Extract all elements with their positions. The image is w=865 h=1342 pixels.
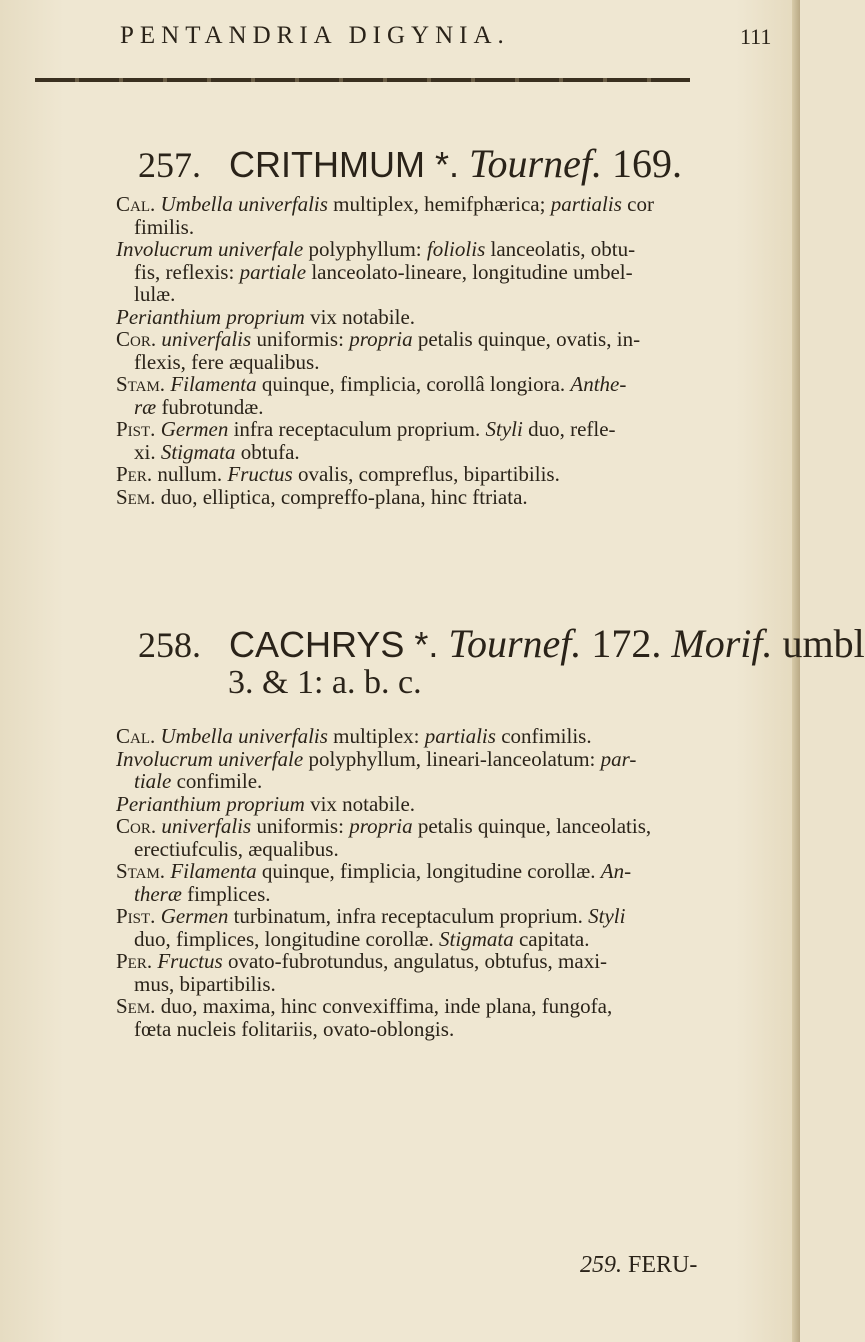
header-rule — [35, 78, 690, 82]
text-segment: Filamenta — [170, 372, 257, 396]
entry-258-figure-ref: 3. & 1: a. b. c. — [228, 664, 422, 701]
text-segment: partiale — [239, 259, 307, 284]
text-line — [116, 995, 716, 1018]
text-segment: duo, maxima, hinc convexiffima, inde plana, fungofa, — [155, 994, 613, 1018]
text-line — [116, 748, 716, 771]
text-segment: uniformis: — [251, 327, 350, 351]
text-segment: nullum. — [152, 462, 228, 486]
text-line — [116, 328, 716, 351]
text-segment: Germen — [160, 904, 229, 928]
text-line — [116, 860, 716, 883]
text-segment: Umbella univerfalis — [160, 192, 328, 216]
section-label: Cal. — [116, 192, 156, 216]
section-label: Pist. — [116, 904, 156, 928]
text-segment: uniformis: — [251, 814, 350, 838]
text-segment: fœta nucleis folitariis, ovato-oblongis. — [134, 1016, 455, 1041]
text-segment: duo, fimplices, longitudine corollæ. — [134, 926, 440, 951]
text-segment: Germen — [160, 417, 229, 441]
text-segment: Filamenta — [170, 859, 257, 883]
text-segment: duo, refle- — [522, 417, 616, 441]
text-segment: erectiufculis, æqualibus. — [134, 836, 339, 861]
genus-name: CRITHMUM *. — [229, 144, 459, 185]
text-segment: cor — [621, 192, 654, 216]
text-line — [116, 973, 716, 996]
text-line — [116, 793, 716, 816]
section-label: Stam. — [116, 372, 166, 396]
text-segment: multiplex, hemifphærica; — [327, 192, 551, 216]
section-label: Sem. — [116, 484, 156, 509]
text-segment: Stigmata — [160, 439, 236, 464]
text-segment: Styli — [485, 417, 523, 441]
text-segment: Umbella univerfalis — [160, 724, 328, 748]
text-line — [116, 725, 716, 748]
section-label: Per. — [116, 949, 153, 973]
running-head — [0, 22, 800, 54]
entry-257-description — [116, 193, 716, 508]
text-segment: univerfalis — [161, 327, 252, 351]
text-segment: theræ — [134, 881, 182, 906]
text-line — [116, 283, 716, 306]
text-line — [116, 838, 716, 861]
reference-number: 169. — [612, 141, 682, 186]
text-segment: ræ — [134, 394, 157, 419]
text-segment: Involucrum univerfale — [116, 237, 304, 261]
text-segment: vix notabile. — [304, 791, 416, 816]
section-label: Cal. — [116, 724, 156, 748]
text-segment: propria — [349, 327, 413, 351]
section-label: Per. — [116, 462, 153, 486]
text-segment: propria — [349, 814, 413, 838]
running-head-title: PENTANDRIA DIGYNIA. — [120, 22, 510, 49]
text-line — [116, 306, 716, 329]
text-segment: confimilis. — [495, 724, 592, 748]
text-segment: lanceolato-lineare, longitudine umbel- — [306, 259, 633, 284]
text-line — [116, 351, 716, 374]
text-segment: foliolis — [426, 237, 486, 261]
text-segment: flexis, fere æqualibus. — [134, 349, 320, 374]
entry-257-heading — [138, 140, 682, 187]
entry-258-description — [116, 725, 716, 1040]
catchword-number: 259. — [580, 1252, 622, 1278]
text-line — [116, 928, 716, 951]
text-segment: ovalis, compreflus, bipartibilis. — [292, 462, 560, 486]
text-segment: quinque, fimplicia, longitudine corollæ. — [256, 859, 601, 883]
text-segment: obtufa. — [235, 439, 300, 464]
text-segment: petalis quinque, ovatis, in- — [412, 327, 641, 351]
text-line — [116, 486, 716, 509]
text-line — [116, 883, 716, 906]
text-line — [116, 238, 716, 261]
text-segment: lanceolatis, obtu- — [485, 237, 636, 261]
text-segment: Involucrum univerfale — [116, 746, 304, 771]
text-line — [116, 905, 716, 928]
text-segment: mus, bipartibilis. — [134, 971, 276, 996]
text-segment: lulæ. — [134, 282, 176, 306]
page-number: 111 — [740, 24, 772, 49]
text-segment: Stigmata — [439, 926, 514, 951]
text-segment: Styli — [588, 904, 626, 928]
text-line — [116, 193, 716, 216]
text-line — [116, 441, 716, 464]
reference-author: Tournef. — [448, 621, 582, 666]
text-segment: fimplices. — [181, 881, 271, 906]
text-segment: Fructus — [157, 949, 223, 973]
text-segment: tiale — [134, 769, 172, 793]
reference-author-2: Morif. — [671, 621, 773, 666]
text-segment: An- — [600, 859, 632, 883]
section-label: Pist. — [116, 417, 156, 441]
page-edge — [792, 0, 800, 1342]
section-label: Sem. — [116, 994, 156, 1018]
text-segment: Fructus — [227, 462, 293, 486]
entry-number: 257. — [138, 145, 201, 185]
text-segment: infra receptaculum proprium. — [228, 417, 486, 441]
text-segment: multiplex: — [327, 724, 425, 748]
text-segment: Perianthium proprium — [116, 304, 305, 329]
text-segment: xi. — [134, 439, 161, 464]
text-line — [116, 373, 716, 396]
text-segment: fubrotundæ. — [156, 394, 264, 419]
catchword-text: FERU- — [628, 1252, 698, 1278]
text-line — [116, 463, 716, 486]
section-label: Cor. — [116, 327, 157, 351]
text-segment: capitata. — [513, 926, 590, 951]
text-segment: turbinatum, infra receptaculum proprium. — [228, 904, 589, 928]
text-segment: Anthe- — [570, 372, 627, 396]
text-line — [116, 1018, 716, 1041]
text-segment: fimilis. — [134, 214, 195, 239]
entry-number: 258. — [138, 625, 201, 665]
text-segment: fis, reflexis: — [134, 259, 240, 284]
text-segment: duo, elliptica, compreffo-plana, hinc ftriata. — [155, 484, 528, 509]
text-segment: Perianthium proprium — [116, 791, 305, 816]
genus-name: CACHRYS *. — [229, 624, 439, 665]
section-label: Stam. — [116, 859, 166, 883]
text-segment: polyphyllum: — [303, 237, 427, 261]
catchword — [580, 1252, 697, 1279]
text-segment: polyphyllum, lineari-lanceolatum: — [303, 746, 601, 771]
section-label: Cor. — [116, 814, 157, 838]
text-line — [116, 216, 716, 239]
reference-tail: umbl — [782, 621, 865, 666]
text-segment: vix notabile. — [304, 304, 416, 329]
text-segment: confimile. — [171, 769, 263, 793]
text-segment: partialis — [550, 192, 622, 216]
text-segment: univerfalis — [161, 814, 252, 838]
text-segment: ovato-fubrotundus, angulatus, obtufus, maxi- — [222, 949, 608, 973]
text-segment: petalis quinque, lanceolatis, — [412, 814, 652, 838]
text-segment: partialis — [424, 724, 496, 748]
text-line — [116, 950, 716, 973]
text-line — [116, 815, 716, 838]
text-line — [116, 770, 716, 793]
text-line — [116, 261, 716, 284]
text-segment: quinque, fimplicia, corollâ longiora. — [256, 372, 571, 396]
text-line — [116, 418, 716, 441]
entry-258-heading — [138, 620, 865, 667]
reference-number: 172. — [591, 621, 662, 666]
text-line — [116, 396, 716, 419]
text-segment: par- — [600, 746, 637, 771]
reference-author: Tournef. — [468, 141, 602, 186]
